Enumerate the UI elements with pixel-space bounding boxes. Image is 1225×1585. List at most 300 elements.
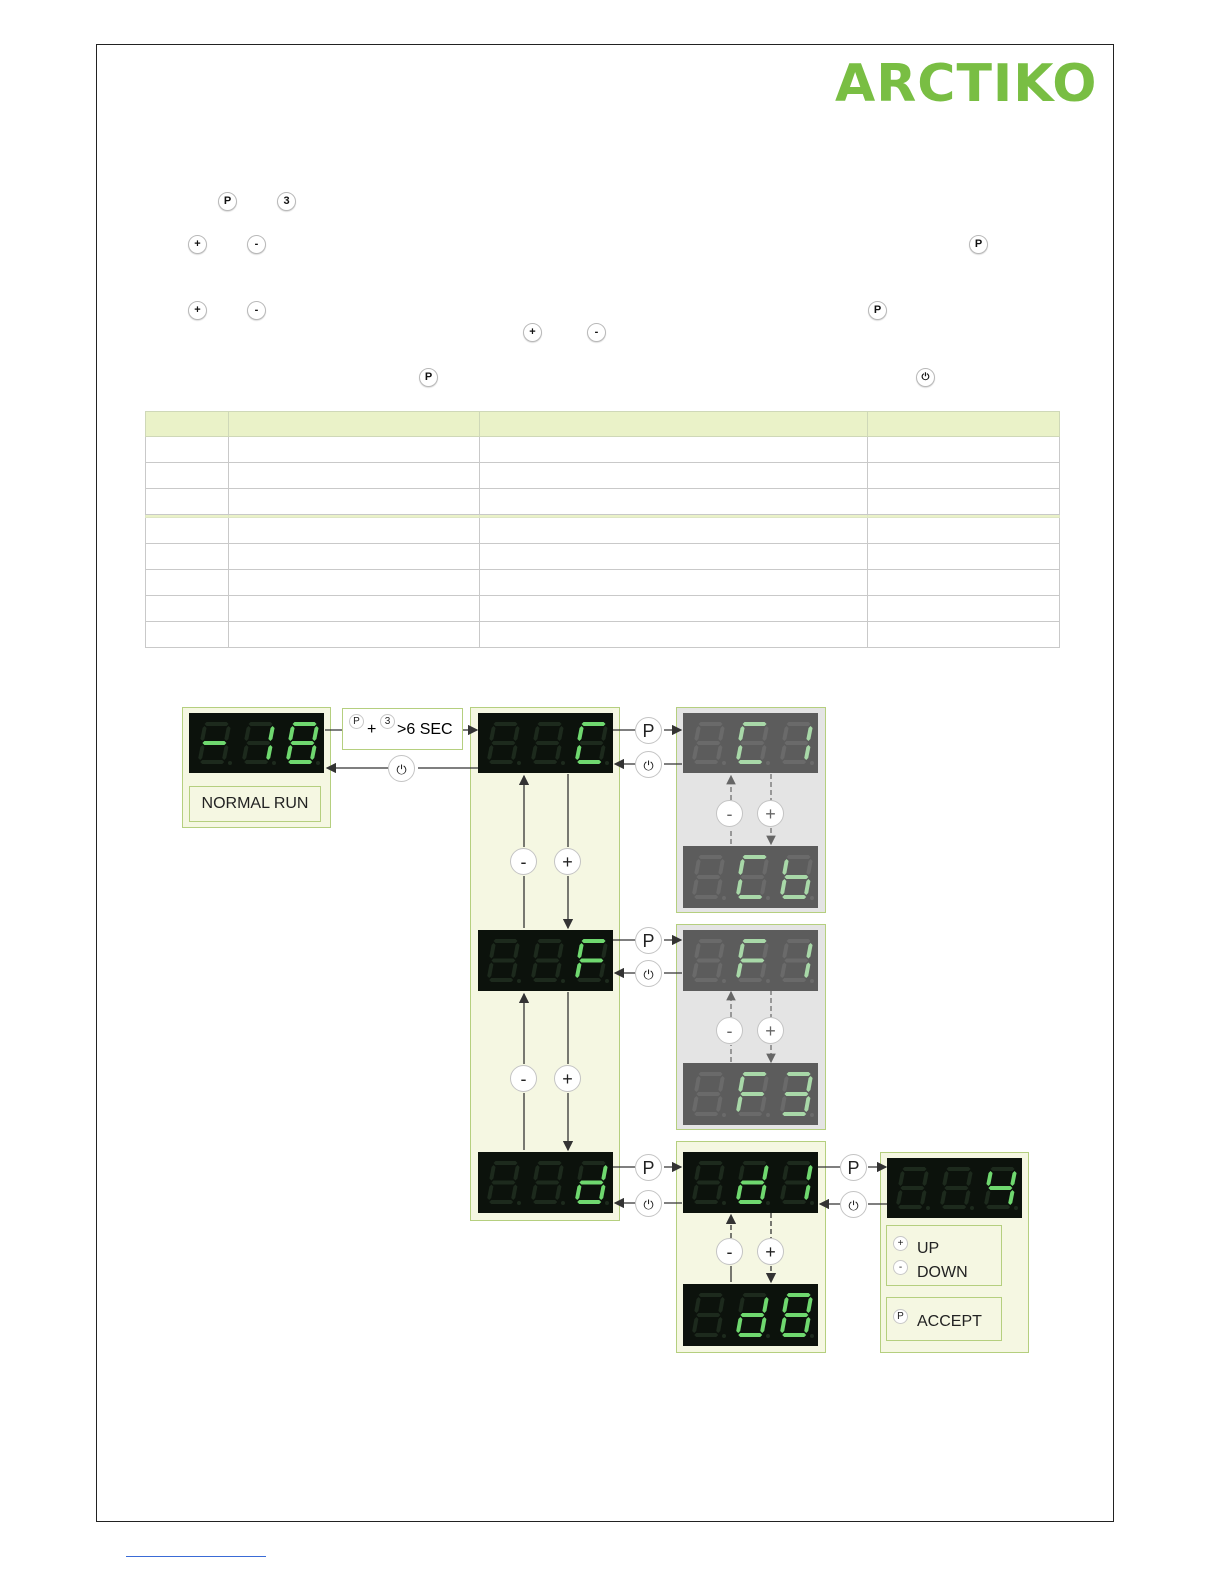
segment-g-lit <box>740 1313 764 1317</box>
minus-button[interactable]: - <box>510 1065 537 1092</box>
decimal-point <box>561 1201 565 1205</box>
segment-f-unlit <box>533 1165 539 1181</box>
segment-a-unlit <box>699 1072 723 1076</box>
legend-up: UP <box>917 1240 940 1257</box>
segment-f-unlit <box>782 1076 788 1092</box>
segment-d-unlit <box>782 978 806 982</box>
plus-key-icon: + <box>523 323 542 342</box>
segment-f-unlit <box>694 1165 700 1181</box>
segment-d-unlit <box>533 1200 557 1204</box>
segment-a-lit <box>743 1072 767 1076</box>
segment-f-unlit <box>694 1297 700 1313</box>
decimal-point <box>810 1113 814 1117</box>
segment-a-unlit <box>947 1167 971 1171</box>
segment-d-unlit <box>489 760 513 764</box>
decimal-point <box>605 1201 609 1205</box>
decimal-point <box>517 979 521 983</box>
p-button[interactable]: P <box>635 927 662 954</box>
decimal-point <box>561 979 565 983</box>
segment-e-lit <box>575 963 581 979</box>
segment-f-unlit <box>942 1171 948 1186</box>
segment-f-unlit <box>533 726 539 741</box>
decimal-point <box>970 1206 974 1210</box>
segment-f-lit <box>577 943 583 959</box>
segment-c-unlit <box>511 745 517 760</box>
segment-b-unlit <box>718 1076 724 1092</box>
display-f3 <box>683 1063 818 1125</box>
segment-d-lit <box>738 895 762 899</box>
segment-e-unlit <box>692 1317 698 1333</box>
segment-g-unlit <box>944 1186 968 1190</box>
plus-key-icon: + <box>893 1236 908 1251</box>
decimal-point <box>722 1334 726 1338</box>
segment-c-unlit <box>964 1190 970 1205</box>
segment-d-unlit <box>986 1205 1010 1209</box>
segment-a-unlit <box>538 1161 562 1165</box>
segment-a-unlit <box>743 1293 767 1297</box>
segment-f-unlit <box>782 943 788 959</box>
segment-c-unlit <box>920 1190 926 1205</box>
power-button[interactable]: ⏻ <box>635 960 662 987</box>
segment-a-unlit <box>991 1167 1015 1171</box>
segment-a-unlit <box>743 1161 767 1165</box>
decimal-point <box>810 979 814 983</box>
segment-c-unlit <box>599 745 605 760</box>
segment-a-lit <box>743 855 767 859</box>
plus-button[interactable]: + <box>554 1065 581 1092</box>
segment-c-unlit <box>716 963 722 979</box>
segment-g-unlit <box>696 1313 720 1317</box>
segment-d-lit <box>738 1200 762 1204</box>
segment-c-unlit <box>222 745 228 760</box>
segment-d-unlit <box>489 978 513 982</box>
segment-c-lit <box>804 963 810 979</box>
minus-key-icon: - <box>893 1260 908 1275</box>
power-icon: ⏻ <box>916 368 935 387</box>
segment-f-unlit <box>577 1165 583 1181</box>
segment-d-unlit <box>533 978 557 982</box>
segment-d-lit <box>577 760 601 764</box>
decimal-point <box>722 761 726 765</box>
segment-c-unlit <box>511 963 517 979</box>
minus-button[interactable]: - <box>716 1017 743 1044</box>
segment-e-unlit <box>780 1185 786 1201</box>
segment-c-lit <box>760 1185 766 1201</box>
segment-a-lit <box>582 722 606 726</box>
segment-b-lit <box>806 1165 812 1181</box>
segment-f-unlit <box>738 1297 744 1313</box>
segment-b-lit <box>762 1297 768 1313</box>
segment-c-lit <box>804 1185 810 1201</box>
decimal-point <box>272 761 276 765</box>
segment-b-unlit <box>601 943 607 959</box>
display-c1 <box>683 713 818 773</box>
display-menu-c <box>478 713 613 773</box>
decimal-point <box>810 761 814 765</box>
segment-c-unlit <box>555 1185 561 1201</box>
segment-a-unlit <box>699 855 723 859</box>
segment-b-unlit <box>922 1171 928 1186</box>
p-button[interactable]: P <box>635 717 662 744</box>
segment-c-unlit <box>599 963 605 979</box>
segment-b-lit <box>806 1076 812 1092</box>
plus-button[interactable]: + <box>757 1017 784 1044</box>
decimal-point <box>766 1113 770 1117</box>
segment-d-unlit <box>782 760 806 764</box>
segment-g-lit <box>290 741 314 745</box>
segment-c-unlit <box>760 963 766 979</box>
segment-e-unlit <box>692 963 698 979</box>
segment-d-unlit <box>694 1333 718 1337</box>
segment-c-lit <box>599 1185 605 1201</box>
segment-b-unlit <box>966 1171 972 1186</box>
segment-f-unlit <box>782 726 788 741</box>
segment-f-unlit <box>694 726 700 741</box>
segment-d-unlit <box>489 1200 513 1204</box>
plus-key-icon: + <box>188 235 207 254</box>
segment-e-unlit <box>692 1096 698 1112</box>
segment-g-unlit <box>535 741 559 745</box>
segment-g-unlit <box>491 741 515 745</box>
decimal-point <box>561 761 565 765</box>
display-f1 <box>683 930 818 991</box>
segment-g-unlit <box>579 741 603 745</box>
decimal-point <box>722 1113 726 1117</box>
segment-a-lit <box>293 722 317 726</box>
segment-c-lit <box>1008 1190 1014 1205</box>
segment-b-unlit <box>601 726 607 741</box>
plus-key-icon: + <box>188 301 207 320</box>
segment-f-lit <box>738 943 744 959</box>
decimal-point <box>766 1334 770 1338</box>
segment-e-unlit <box>940 1190 946 1205</box>
segment-g-lit <box>579 959 603 963</box>
segment-f-lit <box>782 859 788 875</box>
segment-f-lit <box>577 726 583 741</box>
segment-b-lit <box>806 1297 812 1313</box>
segment-g-lit <box>784 1092 808 1096</box>
segment-b-lit <box>806 943 812 959</box>
segment-g-unlit <box>900 1186 924 1190</box>
segment-e-unlit <box>984 1190 990 1205</box>
display-d8 <box>683 1284 818 1346</box>
segment-g-unlit <box>784 959 808 963</box>
segment-e-unlit <box>692 879 698 895</box>
decimal-point <box>517 1201 521 1205</box>
segment-g-unlit <box>491 1181 515 1185</box>
segment-g-lit <box>784 1313 808 1317</box>
segment-b-unlit <box>718 859 724 875</box>
segment-e-lit <box>575 745 581 760</box>
decimal-point <box>926 1206 930 1210</box>
display-cb <box>683 846 818 908</box>
segment-f-lit <box>288 726 294 741</box>
segment-e-unlit <box>896 1190 902 1205</box>
segment-d-lit <box>782 1112 806 1116</box>
segment-a-lit <box>787 1072 811 1076</box>
power-button[interactable]: ⏻ <box>635 751 662 778</box>
segment-a-unlit <box>538 939 562 943</box>
segment-g-unlit <box>246 741 270 745</box>
segment-f-unlit <box>694 859 700 875</box>
segment-d-lit <box>288 760 312 764</box>
display-d1 <box>683 1152 818 1213</box>
segment-a-lit <box>743 722 767 726</box>
decimal-point <box>766 896 770 900</box>
segment-b-unlit <box>557 726 563 741</box>
segment-a-unlit <box>699 1161 723 1165</box>
power-button[interactable]: ⏻ <box>388 755 415 782</box>
segment-b-unlit <box>557 943 563 959</box>
segment-a-unlit <box>787 939 811 943</box>
segment-d-unlit <box>738 978 762 982</box>
segment-d-unlit <box>694 895 718 899</box>
legend-down: DOWN <box>917 1264 968 1281</box>
decimal-point <box>605 761 609 765</box>
segment-e-lit <box>736 879 742 895</box>
segment-b-lit <box>312 726 318 741</box>
decimal-point <box>605 979 609 983</box>
segment-e-unlit <box>531 745 537 760</box>
segment-f-unlit <box>898 1171 904 1186</box>
segment-a-unlit <box>494 722 518 726</box>
segment-b-unlit <box>718 1165 724 1181</box>
segment-e-lit <box>736 1185 742 1201</box>
display-temperature <box>189 713 324 773</box>
decimal-point <box>722 979 726 983</box>
segment-a-unlit <box>903 1167 927 1171</box>
segment-g-unlit <box>784 1181 808 1185</box>
segment-g-lit <box>740 1181 764 1185</box>
segment-g-lit <box>784 875 808 879</box>
segment-c-lit <box>804 745 810 760</box>
segment-g-unlit <box>535 1181 559 1185</box>
segment-c-lit <box>804 1096 810 1112</box>
segment-e-unlit <box>242 745 248 760</box>
segment-f-unlit <box>489 726 495 741</box>
segment-d-lit <box>738 760 762 764</box>
accept-legend <box>886 1297 1002 1341</box>
arctiko-logo: ARCTIKO <box>835 54 1098 114</box>
legend-accept: ACCEPT <box>917 1313 982 1330</box>
segment-a-unlit <box>494 1161 518 1165</box>
segment-e-unlit <box>198 745 204 760</box>
segment-e-unlit <box>487 963 493 979</box>
segment-b-unlit <box>718 726 724 741</box>
segment-c-lit <box>266 745 272 760</box>
decimal-point <box>517 761 521 765</box>
segment-g-unlit <box>535 959 559 963</box>
decimal-point <box>722 1201 726 1205</box>
minus-button[interactable]: - <box>510 848 537 875</box>
decimal-point <box>1014 1206 1018 1210</box>
footer-link-underline <box>126 1556 266 1557</box>
segment-f-unlit <box>694 943 700 959</box>
segment-c-unlit <box>716 1317 722 1333</box>
decimal-point <box>316 761 320 765</box>
segment-f-lit <box>738 726 744 741</box>
p-key-icon: P <box>349 714 364 729</box>
segment-g-unlit <box>784 741 808 745</box>
minus-key-icon: - <box>247 301 266 320</box>
segment-d-unlit <box>694 978 718 982</box>
segment-a-unlit <box>699 1293 723 1297</box>
p-key-icon: P <box>893 1309 908 1324</box>
segment-b-unlit <box>513 943 519 959</box>
segment-e-lit <box>736 963 742 979</box>
segment-f-lit <box>782 1297 788 1313</box>
segment-d-unlit <box>694 1112 718 1116</box>
segment-g-unlit <box>696 959 720 963</box>
p-key-icon: P <box>419 368 438 387</box>
segment-b-lit <box>1010 1171 1016 1186</box>
segment-b-unlit <box>718 1297 724 1313</box>
segment-a-unlit <box>699 722 723 726</box>
plus-button[interactable]: + <box>554 848 581 875</box>
segment-a-unlit <box>205 722 229 726</box>
segment-d-lit <box>577 1200 601 1204</box>
combo-plus: + <box>367 721 377 738</box>
plus-button[interactable]: + <box>757 1238 784 1265</box>
minus-key-icon: - <box>247 235 266 254</box>
segment-a-lit <box>787 1293 811 1297</box>
segment-e-unlit <box>780 1096 786 1112</box>
combo-duration: >6 SEC <box>397 721 453 738</box>
segment-g-lit <box>579 1181 603 1185</box>
segment-g-unlit <box>491 959 515 963</box>
decimal-point <box>810 1334 814 1338</box>
display-menu-d <box>478 1152 613 1213</box>
decimal-point <box>766 979 770 983</box>
segment-c-lit <box>804 879 810 895</box>
segment-b-unlit <box>762 1076 768 1092</box>
normal-run-label: NORMAL RUN <box>189 786 321 822</box>
plus-button[interactable]: + <box>757 800 784 827</box>
segment-c-unlit <box>760 879 766 895</box>
display-menu-f <box>478 930 613 991</box>
segment-d-unlit <box>244 760 268 764</box>
segment-e-unlit <box>487 1185 493 1201</box>
segment-a-unlit <box>699 939 723 943</box>
decimal-point <box>766 1201 770 1205</box>
segment-g-unlit <box>740 741 764 745</box>
segment-b-unlit <box>718 943 724 959</box>
display-value <box>887 1158 1022 1218</box>
power-button[interactable]: ⏻ <box>635 1190 662 1217</box>
segment-g-lit <box>202 741 226 745</box>
segment-d-unlit <box>738 1112 762 1116</box>
segment-b-unlit <box>762 726 768 741</box>
segment-d-unlit <box>898 1205 922 1209</box>
decimal-point <box>766 761 770 765</box>
segment-f-lit <box>738 859 744 875</box>
segment-c-unlit <box>511 1185 517 1201</box>
segment-b-lit <box>762 1165 768 1181</box>
segment-b-unlit <box>806 859 812 875</box>
segment-d-unlit <box>942 1205 966 1209</box>
key-combo-box <box>342 708 463 750</box>
segment-f-lit <box>986 1171 992 1186</box>
decimal-point <box>228 761 232 765</box>
segment-f-unlit <box>694 1076 700 1092</box>
segment-a-lit <box>743 939 767 943</box>
segment-d-lit <box>782 1333 806 1337</box>
segment-a-unlit <box>787 1161 811 1165</box>
segment-f-unlit <box>200 726 206 741</box>
segment-e-lit <box>575 1185 581 1201</box>
segment-a-unlit <box>787 855 811 859</box>
p-key-icon: P <box>969 235 988 254</box>
segment-c-lit <box>760 1317 766 1333</box>
minus-button[interactable]: - <box>716 800 743 827</box>
segment-d-lit <box>738 1333 762 1337</box>
segment-e-unlit <box>780 745 786 760</box>
segment-b-lit <box>601 1165 607 1181</box>
segment-b-unlit <box>557 1165 563 1181</box>
segment-a-unlit <box>787 722 811 726</box>
segment-c-lit <box>804 1317 810 1333</box>
segment-c-unlit <box>760 745 766 760</box>
segment-g-unlit <box>696 1092 720 1096</box>
p-button[interactable]: P <box>635 1154 662 1181</box>
segment-e-unlit <box>780 963 786 979</box>
segment-b-unlit <box>513 726 519 741</box>
segment-e-unlit <box>692 1185 698 1201</box>
segment-a-unlit <box>494 939 518 943</box>
segment-c-unlit <box>716 745 722 760</box>
segment-c-unlit <box>555 963 561 979</box>
segment-c-unlit <box>716 1096 722 1112</box>
segment-c-lit <box>310 745 316 760</box>
p-key-icon: P <box>868 301 887 320</box>
power-button[interactable]: ⏻ <box>840 1191 867 1218</box>
segment-e-unlit <box>531 963 537 979</box>
segment-g-lit <box>740 1092 764 1096</box>
segment-b-unlit <box>224 726 230 741</box>
segment-d-unlit <box>533 760 557 764</box>
segment-b-lit <box>268 726 274 741</box>
segment-d-unlit <box>694 1200 718 1204</box>
decimal-point <box>722 896 726 900</box>
segment-a-unlit <box>582 1161 606 1165</box>
segment-e-lit <box>736 1096 742 1112</box>
segment-f-unlit <box>489 1165 495 1181</box>
segment-f-unlit <box>244 726 250 741</box>
segment-e-lit <box>780 879 786 895</box>
up-down-legend <box>886 1225 1002 1286</box>
segment-f-unlit <box>533 943 539 959</box>
p-key-icon: P <box>218 192 237 211</box>
segment-b-unlit <box>762 943 768 959</box>
p-button[interactable]: P <box>840 1154 867 1181</box>
segment-c-unlit <box>716 1185 722 1201</box>
segment-d-unlit <box>577 978 601 982</box>
segment-d-unlit <box>694 760 718 764</box>
segment-a-unlit <box>249 722 273 726</box>
segment-d-unlit <box>782 1200 806 1204</box>
three-key-icon: 3 <box>277 192 296 211</box>
segment-f-unlit <box>738 1165 744 1181</box>
segment-e-lit <box>286 745 292 760</box>
segment-e-lit <box>736 745 742 760</box>
segment-d-unlit <box>200 760 224 764</box>
segment-f-unlit <box>782 1165 788 1181</box>
segment-g-unlit <box>696 875 720 879</box>
minus-key-icon: - <box>587 323 606 342</box>
segment-g-unlit <box>696 741 720 745</box>
segment-f-unlit <box>489 943 495 959</box>
minus-button[interactable]: - <box>716 1238 743 1265</box>
